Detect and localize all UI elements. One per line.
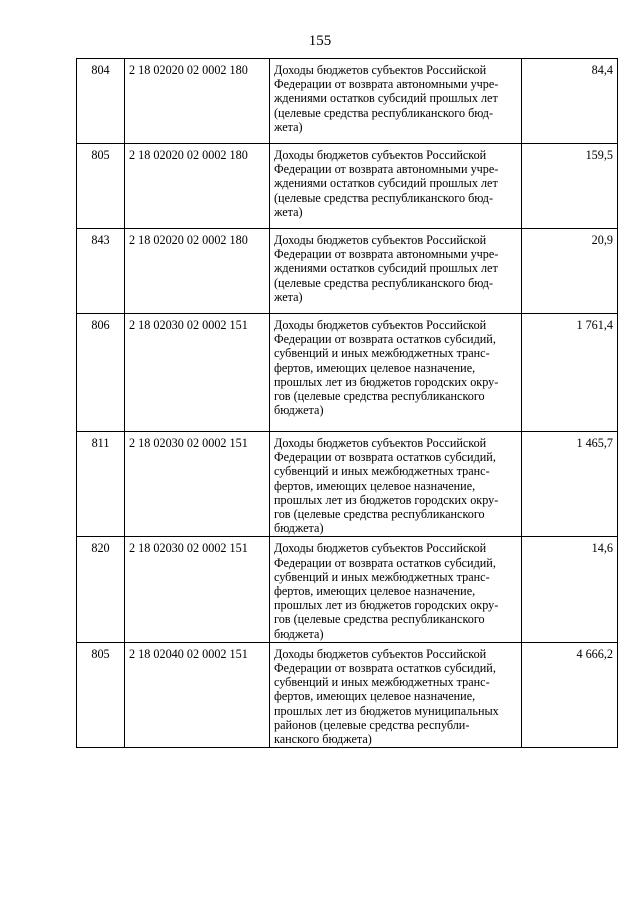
table-row — [77, 432, 618, 537]
admin-code-cell: 806 — [77, 314, 125, 432]
description-line: Доходы бюджетов субъектов Российской — [274, 233, 487, 247]
description-line: (целевые средства республиканского бюд- — [274, 275, 494, 290]
description-line: Федерации от возврата автономными учре- — [274, 77, 499, 92]
description-line: бюджета) — [274, 403, 324, 418]
description-line: жета) — [274, 204, 303, 219]
description-line: Федерации от возврата остатков субсидий, — [274, 555, 496, 570]
revenue-description-cell — [270, 537, 522, 642]
admin-code-cell: 843 — [77, 229, 125, 314]
description-line: прошлых лет из бюджетов городских окру- — [274, 374, 499, 389]
page-number: 155 — [308, 33, 332, 49]
admin-code-cell: 820 — [77, 537, 125, 642]
description-line: ждениями остатков субсидий прошлых лет — [274, 176, 498, 191]
revenue-description-cell — [270, 59, 522, 144]
description-line: субвенций и иных межбюджетных транс- — [274, 464, 490, 479]
description-line: Федерации от возврата остатков субсидий, — [274, 450, 496, 465]
description-line: Доходы бюджетов субъектов Российской — [274, 318, 487, 332]
description-line: гов (целевые средства республиканского — [274, 612, 485, 627]
description-line: гов (целевые средства республиканского — [274, 507, 485, 522]
description-line: Доходы бюджетов субъектов Российской — [274, 541, 487, 556]
description-line: жета) — [274, 289, 303, 304]
description-line: жета) — [274, 119, 303, 134]
admin-code-cell: 805 — [77, 642, 125, 747]
description-line: фертов, имеющих целевое назначение, — [274, 689, 476, 704]
description-line: гов (целевые средства республиканского — [274, 389, 485, 404]
description-line: бюджета) — [274, 521, 324, 536]
description-line: Федерации от возврата автономными учре- — [274, 247, 499, 262]
description-line: ждениями остатков субсидий прошлых лет — [274, 91, 498, 106]
description-line: Федерации от возврата остатков субсидий, — [274, 661, 496, 676]
amount-cell: 1 761,4 — [522, 314, 618, 432]
description-line: Доходы бюджетов субъектов Российской — [274, 436, 487, 450]
budget-table — [76, 58, 618, 748]
description-line: канского бюджета) — [274, 732, 372, 747]
amount-cell: 20,9 — [522, 229, 618, 314]
amount-cell: 84,4 — [522, 59, 618, 144]
description-line: фертов, имеющих целевое назначение, — [274, 360, 476, 375]
admin-code-cell: 805 — [77, 144, 125, 229]
description-line: (целевые средства республиканского бюд- — [274, 105, 494, 120]
admin-code-cell: 811 — [77, 432, 125, 537]
revenue-description-cell — [270, 229, 522, 314]
description-line: Федерации от возврата автономными учре- — [274, 162, 499, 177]
amount-cell: 159,5 — [522, 144, 618, 229]
amount-cell: 4 666,2 — [522, 642, 618, 747]
budget-classification-code-cell: 2 18 02040 02 0002 151 — [125, 642, 270, 747]
table-row — [77, 144, 618, 229]
budget-classification-code-cell: 2 18 02020 02 0002 180 — [125, 59, 270, 144]
revenue-description-cell — [270, 144, 522, 229]
amount-cell: 1 465,7 — [522, 432, 618, 537]
revenue-description-cell — [270, 642, 522, 747]
description-line: прошлых лет из бюджетов городских окру- — [274, 598, 499, 613]
description-line: бюджета) — [274, 626, 324, 641]
admin-code-cell: 804 — [77, 59, 125, 144]
revenue-description-cell — [270, 432, 522, 537]
description-line: Доходы бюджетов субъектов Российской — [274, 63, 487, 77]
description-line: фертов, имеющих целевое назначение, — [274, 584, 476, 599]
table-row — [77, 59, 618, 144]
description-line: субвенций и иных межбюджетных транс- — [274, 569, 490, 584]
budget-classification-code-cell: 2 18 02030 02 0002 151 — [125, 432, 270, 537]
amount-cell: 14,6 — [522, 537, 618, 642]
budget-classification-code-cell: 2 18 02020 02 0002 180 — [125, 229, 270, 314]
description-line: Федерации от возврата остатков субсидий, — [274, 332, 496, 347]
table-row — [77, 314, 618, 432]
description-line: районов (целевые средства республи- — [274, 717, 470, 732]
table-row — [77, 642, 618, 747]
description-line: Доходы бюджетов субъектов Российской — [274, 148, 487, 162]
budget-classification-code-cell: 2 18 02020 02 0002 180 — [125, 144, 270, 229]
description-line: Доходы бюджетов субъектов Российской — [274, 646, 487, 661]
table-row — [77, 537, 618, 642]
revenue-description-cell — [270, 314, 522, 432]
description-line: субвенций и иных межбюджетных транс- — [274, 346, 490, 361]
description-line: прошлых лет из бюджетов городских окру- — [274, 492, 499, 507]
description-line: фертов, имеющих целевое назначение, — [274, 478, 476, 493]
budget-classification-code-cell: 2 18 02030 02 0002 151 — [125, 314, 270, 432]
description-line: ждениями остатков субсидий прошлых лет — [274, 261, 498, 276]
description-line: субвенций и иных межбюджетных транс- — [274, 675, 490, 690]
table-row — [77, 229, 618, 314]
budget-classification-code-cell: 2 18 02030 02 0002 151 — [125, 537, 270, 642]
description-line: прошлых лет из бюджетов муниципальных — [274, 703, 499, 718]
description-line: (целевые средства республиканского бюд- — [274, 190, 494, 205]
